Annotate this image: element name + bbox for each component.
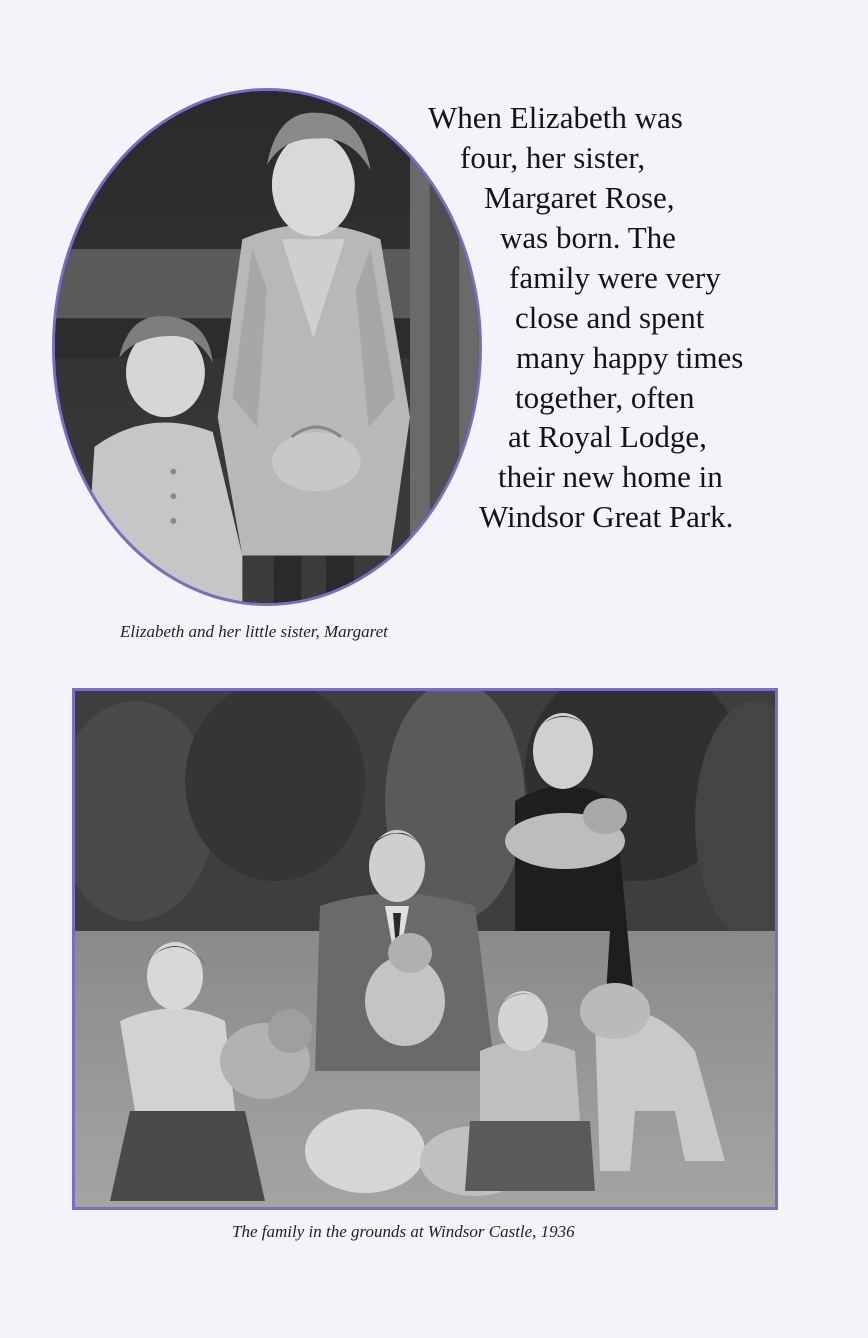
family-photo-caption: The family in the grounds at Windsor Castle, 1936 [232, 1222, 575, 1241]
story-line: Windsor Great Park. [479, 499, 734, 534]
story-line: Margaret Rose, [484, 180, 675, 215]
story-line: together, often [515, 380, 695, 415]
sisters-photo-illustration [55, 91, 479, 603]
story-line: When Elizabeth was [428, 100, 683, 135]
story-line: family were very [509, 260, 721, 295]
sisters-photo-caption: Elizabeth and her little sister, Margaret [120, 622, 388, 641]
family-photo-illustration [75, 691, 775, 1207]
family-photo [72, 688, 778, 1210]
story-line: close and spent [515, 300, 705, 335]
story-line: four, her sister, [460, 140, 646, 175]
story-line: was born. The [500, 220, 676, 255]
sisters-oval-photo [52, 88, 482, 606]
story-line: many happy times [516, 340, 744, 375]
story-line: their new home in [498, 459, 723, 494]
story-line: at Royal Lodge, [508, 419, 707, 454]
